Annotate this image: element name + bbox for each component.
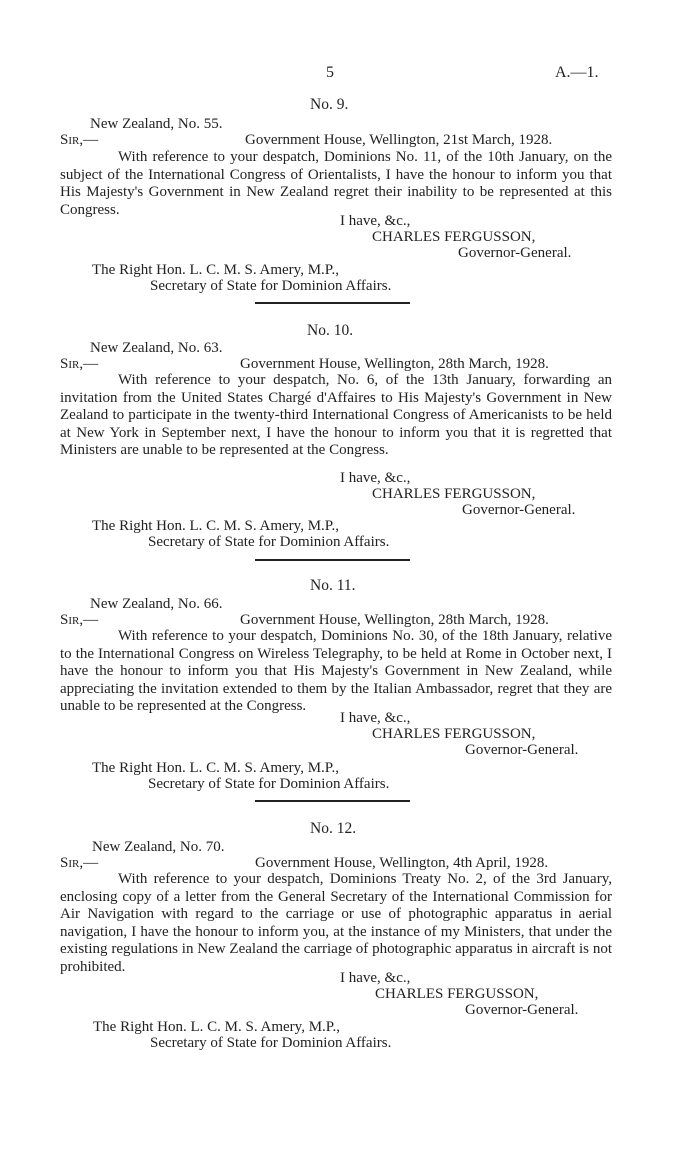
closing: I have, &c., [340,710,411,726]
addressee-office: Secretary of State for Dominion Affairs. [150,1035,392,1051]
addressee: The Right Hon. L. C. M. S. Amery, M.P., [92,760,339,776]
salutation: Sir,— [60,132,99,148]
addressee: The Right Hon. L. C. M. S. Amery, M.P., [92,518,339,534]
section-divider [255,800,410,802]
letter-origin: New Zealand, No. 66. [90,596,223,612]
letter-number: No. 9. [310,96,349,113]
addressee-office: Secretary of State for Dominion Affairs. [148,776,390,792]
letter-number: No. 11. [310,577,356,594]
signatory-title: Governor-General. [465,1002,579,1018]
letter-origin: New Zealand, No. 63. [90,340,223,356]
signatory-title: Governor-General. [462,502,576,518]
letter-number: No. 12. [310,820,357,837]
letter-body-text: With reference to your despatch, Dominions No. 30, of the 18th January, relative to the International Congress on Wireless Telegraphy, to be held at Rome in October next, I have the honour to inform you that His Majesty's Government in New Zealand, while appreciating the invitation extended to them by the Italian Ambassador, regret that they are unable to be represented at the Congress. [60,628,612,714]
letter-body [60,628,612,716]
signature: CHARLES FERGUSSON, [372,229,536,245]
letter-body-text: With reference to your despatch, Dominions Treaty No. 2, of the 3rd January, enclosing copy of a letter from the General Secretary of the International Commission for Air Navigation with regard to the carriage or use of photographic apparatus in aerial navigation, I have the honour to inform you, at the instance of my Ministers, that under the existing regulations in New Zealand the carriage of photographic apparatus in aircraft is not prohibited. [60,871,612,975]
dateline: Government House, Wellington, 28th March, 1928. [240,356,549,372]
signature: CHARLES FERGUSSON, [372,726,536,742]
signature: CHARLES FERGUSSON, [372,486,536,502]
letter-body-text: With reference to your despatch, No. 6, of the 13th January, forwarding an invitation from the United States Chargé d'Affaires to His Majesty's Government in New Zealand to participate in the twenty-third International Congress of Americanists to be held at New York in September next, I have the honour to inform you that it is regretted that Ministers are unable to be represented at the Congress. [60,372,612,458]
letter-origin: New Zealand, No. 55. [90,116,223,132]
dateline: Government House, Wellington, 4th April, 1928. [255,855,549,871]
closing: I have, &c., [340,470,411,486]
salutation: Sir,— [60,612,99,628]
closing: I have, &c., [340,213,411,229]
letter-body [60,149,612,219]
letter-body [60,871,612,976]
salutation: Sir,— [60,855,99,871]
section-divider [255,302,410,304]
letter-origin: New Zealand, No. 70. [92,839,225,855]
addressee-office: Secretary of State for Dominion Affairs. [148,534,390,550]
salutation: Sir,— [60,356,99,372]
section-divider [255,559,410,561]
signatory-title: Governor-General. [458,245,572,261]
addressee-office: Secretary of State for Dominion Affairs. [150,278,392,294]
dateline: Government House, Wellington, 21st March, 1928. [245,132,553,148]
signatory-title: Governor-General. [465,742,579,758]
dateline: Government House, Wellington, 28th March, 1928. [240,612,549,628]
letter-body [60,372,612,460]
letter-body-text: With reference to your despatch, Dominions No. 11, of the 10th January, on the subject of the International Congress of Orientalists, I have the honour to inform you that His Majesty's Government in New Zealand regret their inability to be represented at this Congress. [60,149,612,218]
page-number: 5 [326,64,334,81]
document-reference: A.—1. [555,64,599,81]
addressee: The Right Hon. L. C. M. S. Amery, M.P., [92,262,339,278]
addressee: The Right Hon. L. C. M. S. Amery, M.P., [93,1019,340,1035]
letter-number: No. 10. [307,322,354,339]
signature: CHARLES FERGUSSON, [375,986,539,1002]
closing: I have, &c., [340,970,411,986]
